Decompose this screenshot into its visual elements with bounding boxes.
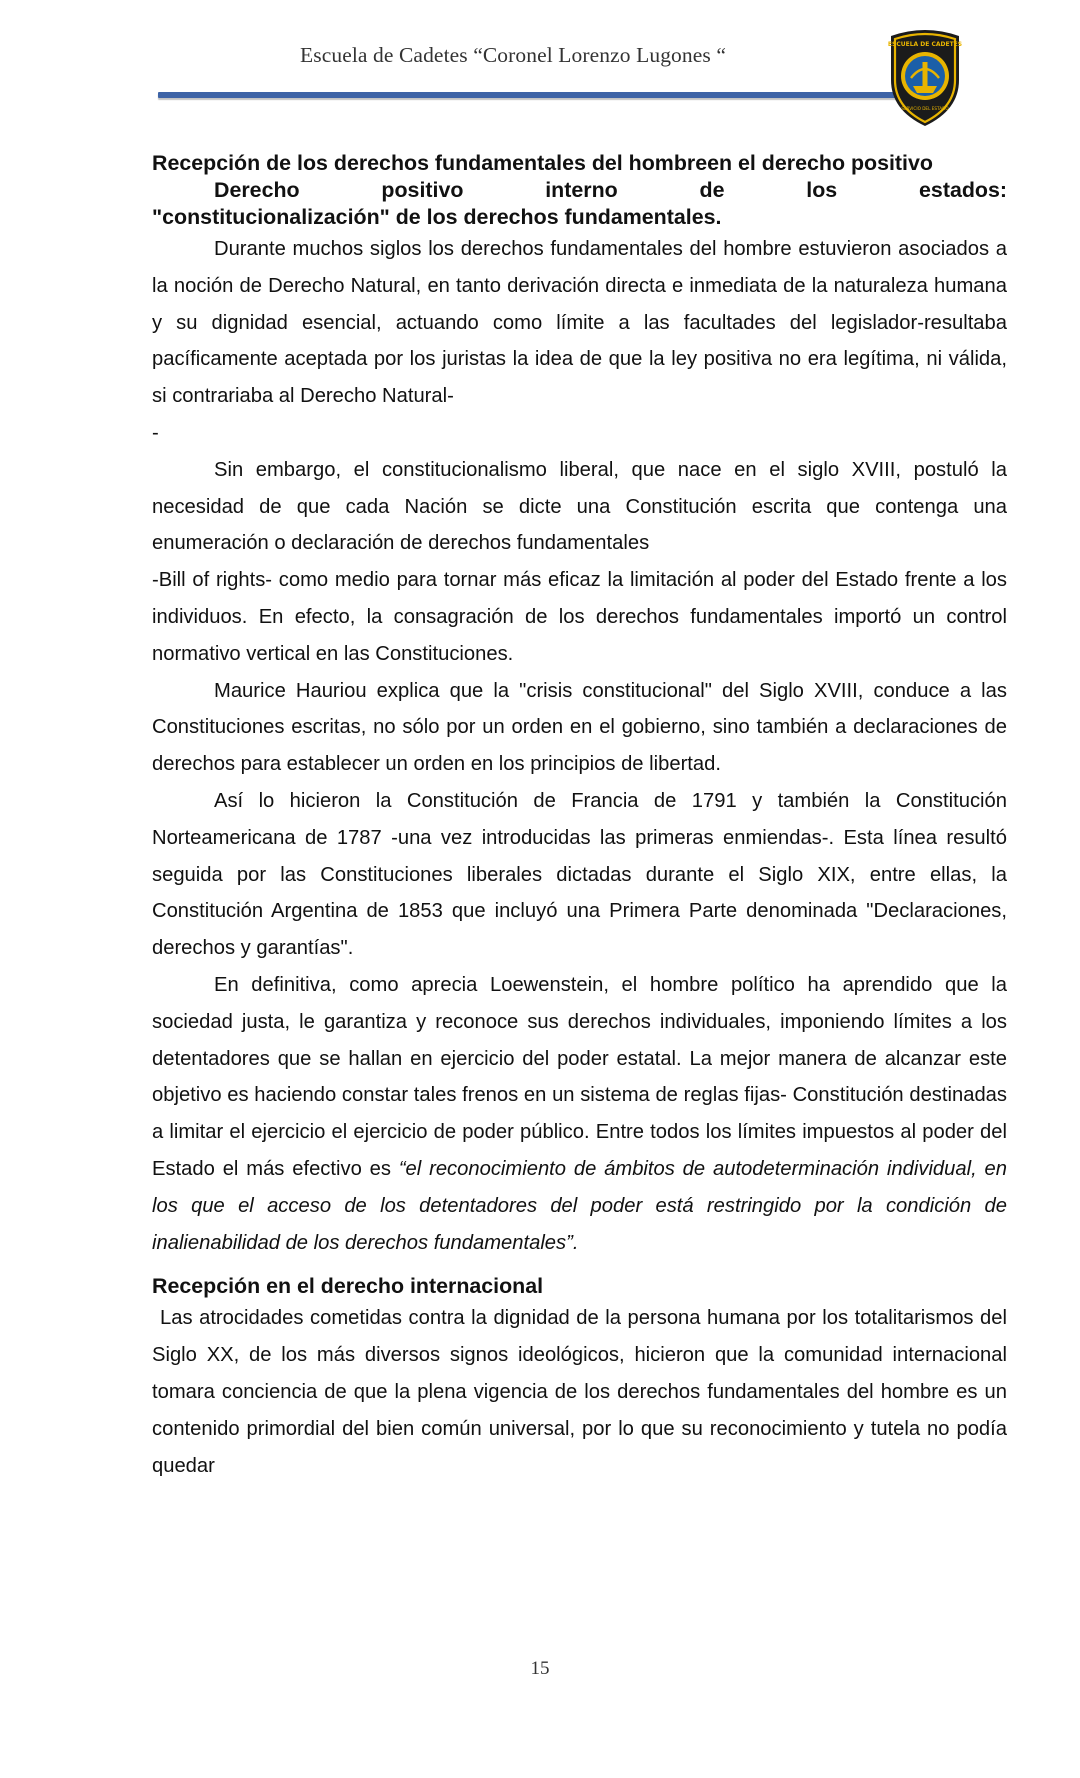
paragraph-4: Así lo hicieron la Constitución de Francia de 1791 y también la Constitución Norteamericana de 1787 -una vez introducidas las primeras enmiendas-. Esta línea resultó seguida por las Constituciones liberales dictadas durante el Siglo XIX, entre ellas, la Constitución Argentina de 1853 que incluyó una Primera Parte denominada "Declaraciones, derechos y garantías". bbox=[152, 789, 1007, 960]
paragraph-3: Maurice Hauriou explica que la "crisis constitucional" del Siglo XVIII, conduce a las Constituciones escritas, no sólo por un orden en el gobierno, sino también a declaraciones de derechos para establecer un orden en los principios de libertad. bbox=[152, 679, 1007, 776]
paragraph-2-part-1: Sin embargo, el constitucionalismo liberal, que nace en el siglo XVIII, postuló la necesidad de que cada Nación se dicte una Constitución escrita que contenga una enumeración o declaración de derechos fundamentales bbox=[152, 458, 1007, 555]
school-name: Escuela de Cadetes “Coronel Lorenzo Lugones “ bbox=[300, 43, 726, 67]
international-heading: Recepción en el derecho internacional bbox=[152, 1274, 544, 1299]
paragraph-1: Durante muchos siglos los derechos fundamentales del hombre estuvieron asociados a la noción de Derecho Natural, en tanto derivación directa e inmediata de la naturaleza humana y su dignidad esencial, actuando como límite a las facultades del legislador-resultaba pacíficamente aceptada por los juristas la idea de que la ley positiva no era legítima, ni válida, si contrariaba al Derecho Natural- bbox=[152, 238, 1007, 408]
school-crest-icon bbox=[885, 26, 965, 128]
sub-heading-line-1: Derecho positivo interno de los estados: bbox=[214, 178, 1007, 202]
paragraph-6: Las atrocidades cometidas contra la dignidad de la persona humana por los totalitarismos del Siglo XX, de los más diversos signos ideológicos, hicieron que la comunidad internacional tomara conciencia de que la plena vigencia de los derechos fundamentales del hombre es un contenido primordial del bien común universal, por lo que su reconocimiento y tutela no podía quedar bbox=[152, 1307, 1007, 1477]
paragraph-5-text: En definitiva, como aprecia Loewenstein, el hombre político ha aprendido que la sociedad justa, le garantiza y reconoce sus derechos individuales, imponiendo límites a los detentadores que se hallan en ejercicio del poder estatal. La mejor manera de alcanzar este objetivo es haciendo constar tales frenos en un sistema de reglas fijas- Constitución destinadas a limitar el ejercicio el ejercicio de poder público. Entre todos los límites impuestos al poder del Estado el más efectivo es bbox=[152, 973, 1007, 1180]
crest-bottom-text: SERVICIO DEL ESTADO bbox=[901, 106, 949, 111]
main-heading: Recepción de los derechos fundamentales del hombreen el derecho positivo bbox=[152, 151, 933, 175]
paragraph-5 bbox=[152, 967, 1007, 1261]
paragraph-1-dot: - bbox=[152, 421, 159, 444]
document-body bbox=[152, 150, 1007, 1484]
header-rule bbox=[158, 92, 908, 98]
sub-heading bbox=[152, 177, 1007, 231]
paragraph-2-part-2: -Bill of rights- como medio para tornar más eficaz la limitación al poder del Estado frente a los individuos. En efecto, la consagración de los derechos fundamentales importó un control normativo vertical en las Constituciones. bbox=[152, 569, 1007, 665]
paragraph-5-quote: “el reconocimiento de ámbitos de autodeterminación individual, en los que el acceso de los detentadores del poder está restringido por la condición de inalienabilidad de los derechos fundamentales”. bbox=[152, 1157, 1008, 1254]
crest-top-text: ESCUELA DE CADETES bbox=[887, 41, 963, 48]
page-header bbox=[0, 0, 1080, 130]
sub-heading-line-2: "constitucionalización" de los derechos fundamentales. bbox=[152, 205, 722, 229]
paragraph-2 bbox=[152, 452, 1007, 673]
page-number: 15 bbox=[530, 1658, 550, 1679]
